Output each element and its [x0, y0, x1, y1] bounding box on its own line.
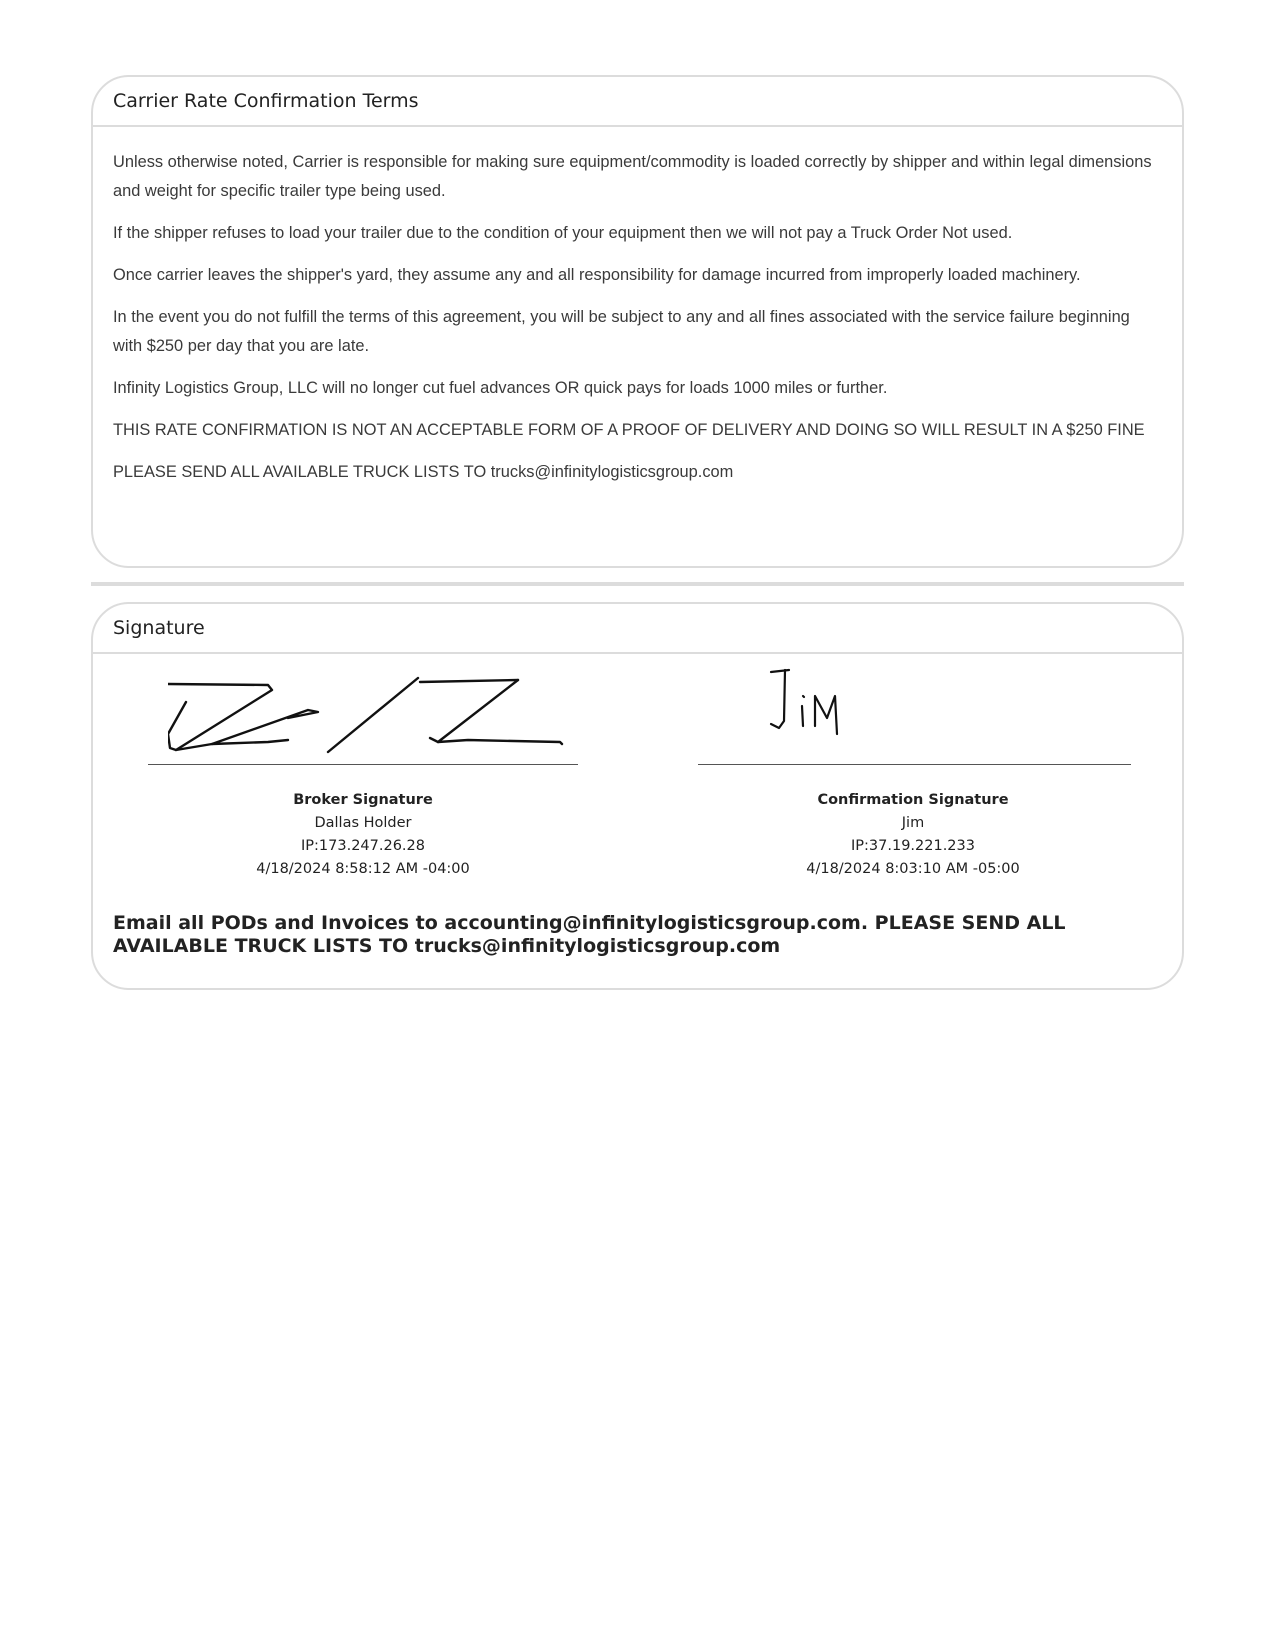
confirmation-signature-image	[769, 666, 889, 741]
confirmation-signature-details	[683, 789, 1143, 881]
broker-signature-line	[148, 764, 578, 765]
confirmation-name: Jim	[901, 815, 925, 831]
terms-card	[91, 75, 1184, 568]
broker-timestamp: 4/18/2024 8:58:12 AM -04:00	[256, 861, 470, 877]
terms-title: Carrier Rate Confirmation Terms	[93, 77, 1182, 127]
terms-paragraph: In the event you do not fulfill the terms of this agreement, you will be subject to any and all fines associated with the service failure beginning with $250 per day that you are late.	[113, 308, 1130, 355]
broker-name: Dallas Holder	[314, 815, 412, 831]
terms-body	[93, 127, 1182, 487]
terms-paragraph: PLEASE SEND ALL AVAILABLE TRUCK LISTS TO trucks@infinitylogisticsgroup.com	[113, 463, 734, 481]
terms-paragraph: Infinity Logistics Group, LLC will no longer cut fuel advances OR quick pays for loads 1000 miles or further.	[113, 379, 888, 397]
confirmation-timestamp: 4/18/2024 8:03:10 AM -05:00	[806, 861, 1020, 877]
section-divider	[91, 582, 1184, 586]
broker-signature-label: Broker Signature	[293, 792, 433, 808]
terms-paragraph: Unless otherwise noted, Carrier is responsible for making sure equipment/commodity is loaded correctly by shipper and within legal dimensions and weight for specific trailer type being used.	[113, 153, 1152, 200]
terms-paragraph: THIS RATE CONFIRMATION IS NOT AN ACCEPTABLE FORM OF A PROOF OF DELIVERY AND DOING SO WILL RESULT IN A $250 FINE	[113, 421, 1145, 439]
confirmation-signature-label: Confirmation Signature	[817, 792, 1009, 808]
broker-signature-image	[168, 672, 608, 762]
footer-note: Email all PODs and Invoices to accounting@infinitylogisticsgroup.com. PLEASE SEND ALL AVAILABLE TRUCK LISTS TO trucks@infinitylogisticsgroup.com	[113, 912, 1066, 957]
terms-paragraph: Once carrier leaves the shipper's yard, they assume any and all responsibility for damage incurred from improperly loaded machinery.	[113, 266, 1081, 284]
confirmation-signature-line	[698, 764, 1131, 765]
terms-paragraph: If the shipper refuses to load your trailer due to the condition of your equipment then we will not pay a Truck Order Not used.	[113, 224, 1013, 242]
signature-card	[91, 602, 1184, 990]
signature-title: Signature	[93, 604, 1182, 654]
broker-signature-details	[133, 789, 593, 881]
confirmation-ip: IP:37.19.221.233	[851, 838, 975, 854]
broker-ip: IP:173.247.26.28	[301, 838, 425, 854]
